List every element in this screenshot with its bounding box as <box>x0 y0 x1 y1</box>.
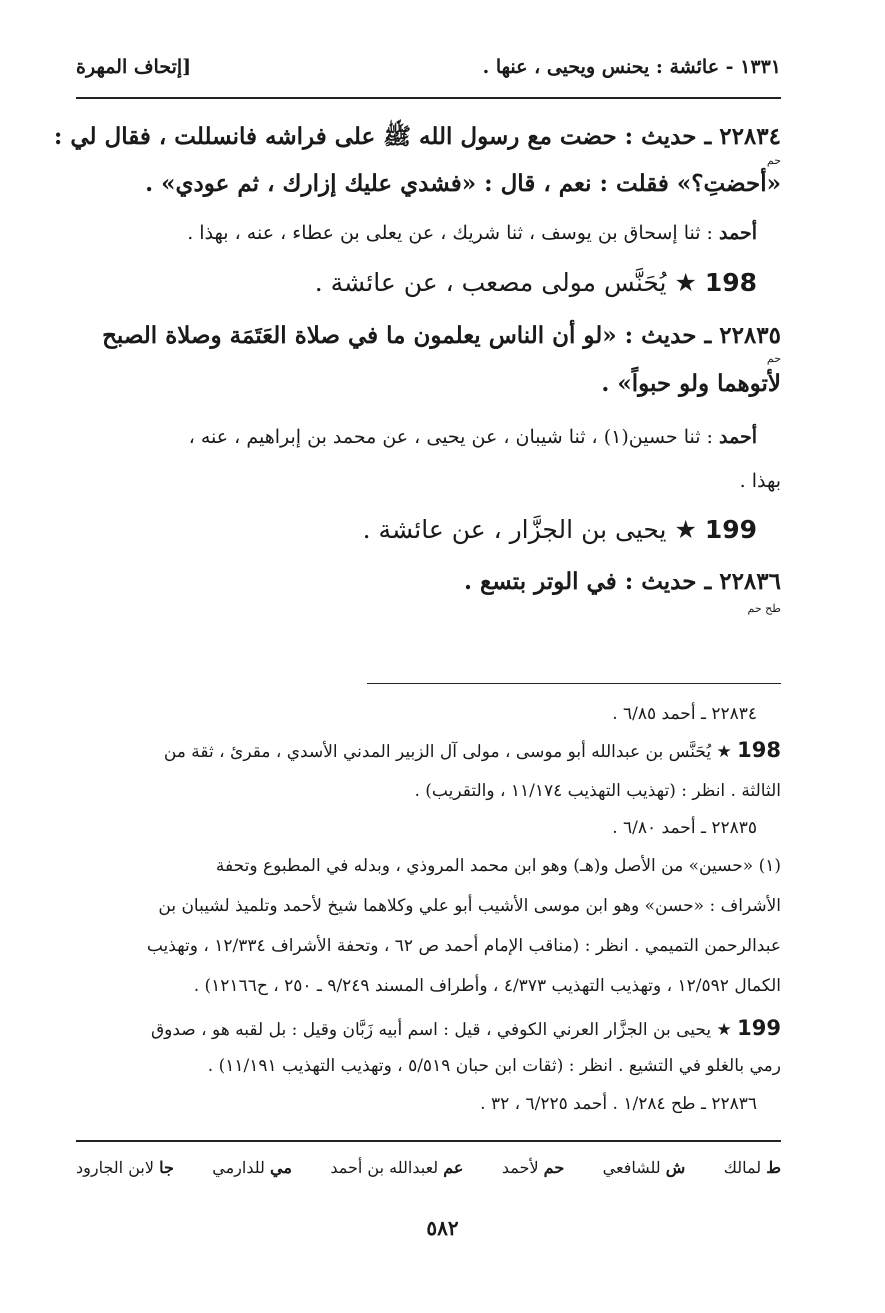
legend-item: مي للدارمي <box>212 1158 292 1177</box>
footnote-narrator-number: 199 <box>737 1016 781 1040</box>
narrator-number: 198 <box>704 268 757 297</box>
legend-item: ط لمالك <box>723 1158 781 1177</box>
footnote-1-line2: الأشراف : «حسن» وهو ابن موسى الأشيب أبو علي وكلاهما شيخ لأحمد وتلميذ لشيبان بن <box>158 896 781 916</box>
star-icon: ★ <box>674 515 697 544</box>
footnote-198-line1 <box>164 738 781 762</box>
narrator-198 <box>315 268 757 297</box>
narrator-name: يحيى بن الجزَّار ، عن عائشة . <box>362 515 667 544</box>
footnote-22835: ٢٢٨٣٥ ـ أحمد ٦/٨٠ . <box>612 818 757 838</box>
isnad-text: : ثنا حسين(١) ، ثنا شيبان ، عن يحيى ، عن محمد بن إبراهيم ، عنه ، <box>188 426 713 448</box>
narrator-199 <box>363 515 757 544</box>
hadith-22834-line2: «أحضتِ؟» فقلت : نعم ، قال : «فشدي عليك إزارك ، ثم عودي» . <box>145 170 781 197</box>
footnote-22836: ٢٢٨٣٦ ـ طح ١/٢٨٤ . أحمد ٦/٢٢٥ ، ٣٢ . <box>480 1094 757 1114</box>
star-icon: ★ <box>716 1020 732 1040</box>
running-header-title: ١٣٣١ - عائشة : يحنس ويحيى ، عنها . <box>482 56 781 78</box>
footnote-narrator-number: 198 <box>737 738 781 762</box>
footnote-1-line3: عبدالرحمن التميمي . انظر : (مناقب الإمام أحمد ص ٦٢ ، وتحفة الأشراف ١٢/٣٣٤ ، وتهذيب <box>146 936 781 956</box>
abbreviation-legend <box>76 1158 781 1177</box>
hadith-22834-code: حم <box>766 154 781 167</box>
footnote-22834: ٢٢٨٣٤ ـ أحمد ٦/٨٥ . <box>612 704 757 724</box>
legend-rule <box>76 1140 781 1142</box>
narrator-number: 199 <box>704 515 757 544</box>
footnote-text: يُحَنَّس بن عبدالله أبو موسى ، مولى آل الزبير المدني الأسدي ، مقرئ ، ثقة من <box>163 742 712 762</box>
hadith-22835-line2: لأتوهما ولو حبواً» . <box>601 370 781 397</box>
isnad-text: : ثنا إسحاق بن يوسف ، ثنا شريك ، عن يعلى بن عطاء ، عنه ، بهذا . <box>187 222 713 244</box>
footnote-separator <box>367 683 781 684</box>
hadith-22835-line1: ٢٢٨٣٥ ـ حديث : «لو أن الناس يعلمون ما في صلاة العَتَمَة وصلاة الصبح <box>102 322 781 349</box>
running-header-book: [إتحاف المهرة <box>76 56 192 78</box>
isnad-22835 <box>189 426 757 448</box>
hadith-22834-line1: ٢٢٨٣٤ ـ حديث : حضت مع رسول الله ﷺ على فراشه فانسللت ، فقال لي : <box>53 123 781 150</box>
hadith-22836-code: طح حم <box>747 602 781 615</box>
legend-item: جا لابن الجارود <box>76 1158 174 1177</box>
footnote-199-line1 <box>151 1016 781 1040</box>
header-rule <box>76 97 781 99</box>
footnote-1-line4: الكمال ١٢/٥٩٢ ، وتهذيب التهذيب ٤/٣٧٣ ، وأطراف المسند ٩/٢٤٩ ـ ٢٥٠ ، ح١٢١٦٦) . <box>193 976 781 996</box>
isnad-label: أحمد <box>719 222 757 244</box>
footnote-1-line1: (١) «حسين» من الأصل و(هـ) وهو ابن محمد المروذي ، وبدله في المطبوع وتحفة <box>215 856 781 876</box>
isnad-label: أحمد <box>719 426 757 448</box>
page-number: ٥٨٢ <box>426 1216 459 1240</box>
star-icon: ★ <box>716 742 732 762</box>
isnad-22834 <box>187 222 757 244</box>
isnad-22835-line2: بهذا . <box>739 470 781 492</box>
hadith-22836-line1: ٢٢٨٣٦ ـ حديث : في الوتر بتسع . <box>464 568 781 595</box>
footnote-text: يحيى بن الجزَّار العرني الكوفي ، قيل : اسم أبيه زَبَّان وقيل : بل لقبه هو ، صدوق <box>150 1020 712 1040</box>
legend-item: ش للشافعي <box>602 1158 686 1177</box>
hadith-22835-code: حم <box>766 352 781 365</box>
footnote-198-line2: الثالثة . انظر : (تهذيب التهذيب ١١/١٧٤ ، والتقريب) . <box>414 781 781 801</box>
footnote-199-line2: رمي بالغلو في التشيع . انظر : (ثقات ابن حبان ٥/٥١٩ ، وتهذيب التهذيب ١١/١٩١) . <box>207 1056 781 1076</box>
narrator-name: يُحَنَّس مولى مصعب ، عن عائشة . <box>314 268 667 297</box>
legend-item: حم لأحمد <box>501 1158 565 1177</box>
legend-item: عم لعبدالله بن أحمد <box>330 1158 464 1177</box>
star-icon: ★ <box>674 268 697 297</box>
